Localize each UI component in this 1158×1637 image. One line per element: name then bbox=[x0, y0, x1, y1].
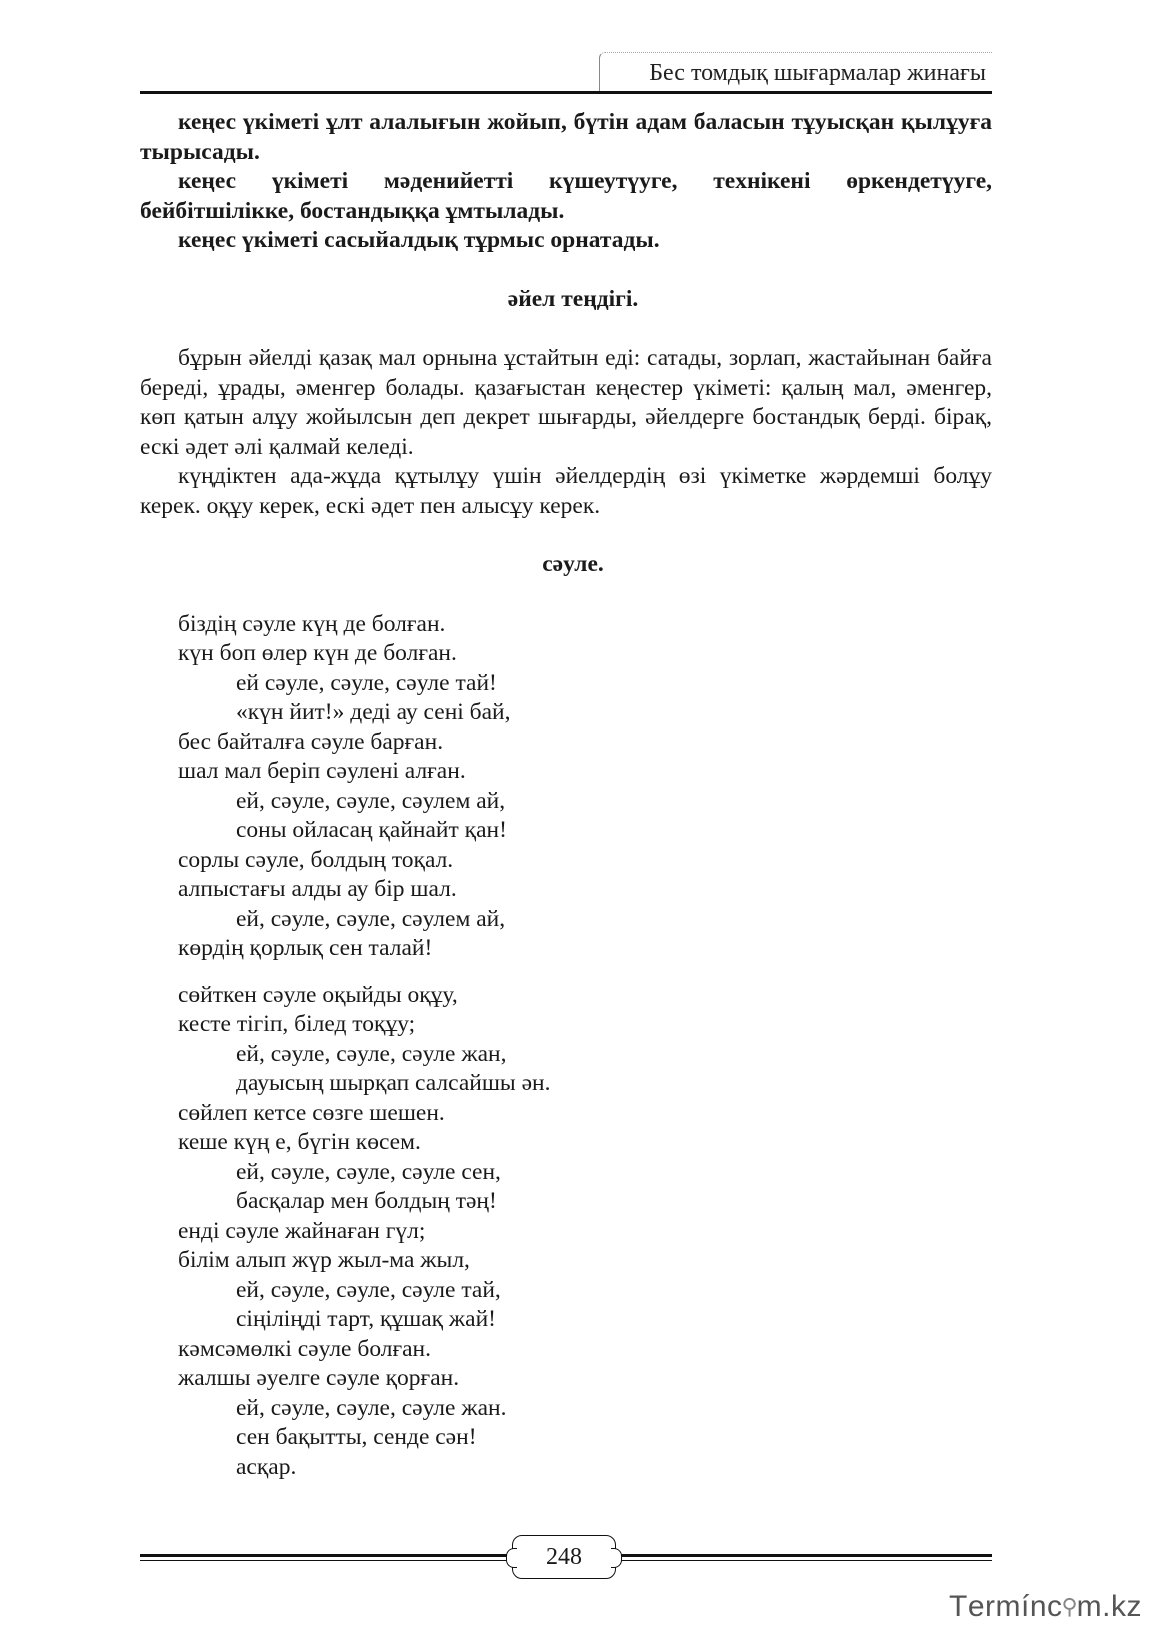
poem-line: бес байталға сәуле барған. bbox=[178, 728, 444, 755]
poem-line: «күн йит!» деді ау сені бай, bbox=[236, 699, 511, 725]
poem-line: ей, сәуле, сәуле, сәулем ай, bbox=[236, 905, 506, 932]
poem-line: ей, сәуле, сәуле, сәуле жан. bbox=[236, 1394, 507, 1421]
magnifier-icon: ⚲ bbox=[1061, 1594, 1078, 1619]
poem-line: ей, сәуле, сәуле, сәуле тай, bbox=[236, 1276, 501, 1303]
poem-line: кеше күң е, бүгін көсем. bbox=[178, 1129, 421, 1155]
poem-line: күн боп өлер күн де болған. bbox=[178, 640, 457, 666]
poem-line: ей, сәуле, сәуле, сәуле сен, bbox=[236, 1158, 501, 1185]
page-content bbox=[140, 108, 992, 1482]
poem-line: білім алып жүр жыл-ма жыл, bbox=[178, 1247, 470, 1273]
poem-title: сәуле. bbox=[542, 551, 604, 577]
stanza-gap bbox=[178, 964, 992, 981]
poem-line: ей, сәуле, сәуле, сәуле жан, bbox=[236, 1040, 507, 1067]
poem-line: сен бақытты, сенде сән! bbox=[236, 1424, 477, 1450]
poem bbox=[140, 610, 992, 1483]
poem-line: ей сәуле, сәуле, сәуле тай! bbox=[236, 669, 497, 696]
poem-line: кәмсәмөлкі сәуле болған. bbox=[178, 1335, 432, 1362]
intro-paragraph-1: кеңес үкіметі ұлт алалығын жойып, бүтін адам баласын тұуысқан қылұуға тырысады. bbox=[140, 109, 992, 165]
poem-line: сіңіліңді тарт, құшақ жай! bbox=[236, 1306, 496, 1332]
poem-line: дауысың шырқап салсайшы ән. bbox=[236, 1070, 551, 1096]
poem-line: біздің сәуле күң де болған. bbox=[178, 610, 446, 637]
poem-line: алпыстағы алды ау бір шал. bbox=[178, 876, 457, 902]
poem-line: кесте тігіп, білед тоқұу; bbox=[178, 1011, 416, 1037]
poem-line: ей, сәуле, сәуле, сәулем ай, bbox=[236, 787, 506, 814]
poem-line: соны ойласаң қайнайт қан! bbox=[236, 817, 507, 843]
running-header bbox=[140, 52, 992, 94]
page-footer bbox=[140, 1534, 992, 1584]
intro-paragraph-2: кеңес үкіметі мәденийетті күшеутүуге, теxнікені өркендетүуге, бейбітшілікке, бостандыққа ұмтылады. bbox=[140, 168, 992, 224]
header-rule bbox=[140, 91, 992, 94]
intro-paragraph-3: кеңес үкіметі сасыйалдық тұрмыс орнатады. bbox=[178, 227, 660, 253]
section-heading-women-equality: әйел теңдігі. bbox=[507, 285, 639, 312]
poem-line: көрдің қорлық сен талай! bbox=[178, 935, 433, 961]
poem-line: сөйлеп кетсе сөзге шешен. bbox=[178, 1099, 445, 1126]
poem-line: басқалар мен болдың тәң! bbox=[236, 1188, 497, 1214]
poem-author-signature: асқар. bbox=[236, 1453, 297, 1480]
page-number: 248 bbox=[512, 1535, 616, 1579]
body-paragraph-2: күңдіктен ада-жұда құтылұу үшін әйелдердің өзі үкіметке жәрдемші болұу керек. оқұу керек, ескі әдет пен алысұу керек. bbox=[140, 463, 992, 519]
poem-line: шал мал беріп сәулені алған. bbox=[178, 758, 466, 784]
poem-line: жалшы әуелге сәуле қорған. bbox=[178, 1365, 460, 1391]
watermark-text-right: m.kz bbox=[1076, 1590, 1142, 1623]
body-paragraph-1: бұрын әйелді қазақ мал орнына ұстайтын еді: сатады, зорлап, жастайынан байға береді, ұрады, әменгер болады. қазағыстан кеңестер үкіметі: қалың мал, әменгер, көп қатын алұу жойылсын деп декрет шығарды, әйелдерге бостандық берді. бірақ, ескі әдет әлі қалмай келеді. bbox=[140, 345, 992, 460]
poem-line: енді сәуле жайнаған гүл; bbox=[178, 1217, 426, 1244]
poem-line: сорлы сәуле, болдың тоқал. bbox=[178, 846, 454, 873]
poem-line: сөйткен сәуле оқыйды оқұу, bbox=[178, 981, 458, 1008]
book-title: Бес томдық шығармалар жинағы bbox=[649, 60, 986, 86]
site-watermark bbox=[949, 1587, 1142, 1627]
watermark-text-left: T bbox=[949, 1590, 968, 1623]
watermark-text-mid: ermínc bbox=[967, 1590, 1063, 1623]
